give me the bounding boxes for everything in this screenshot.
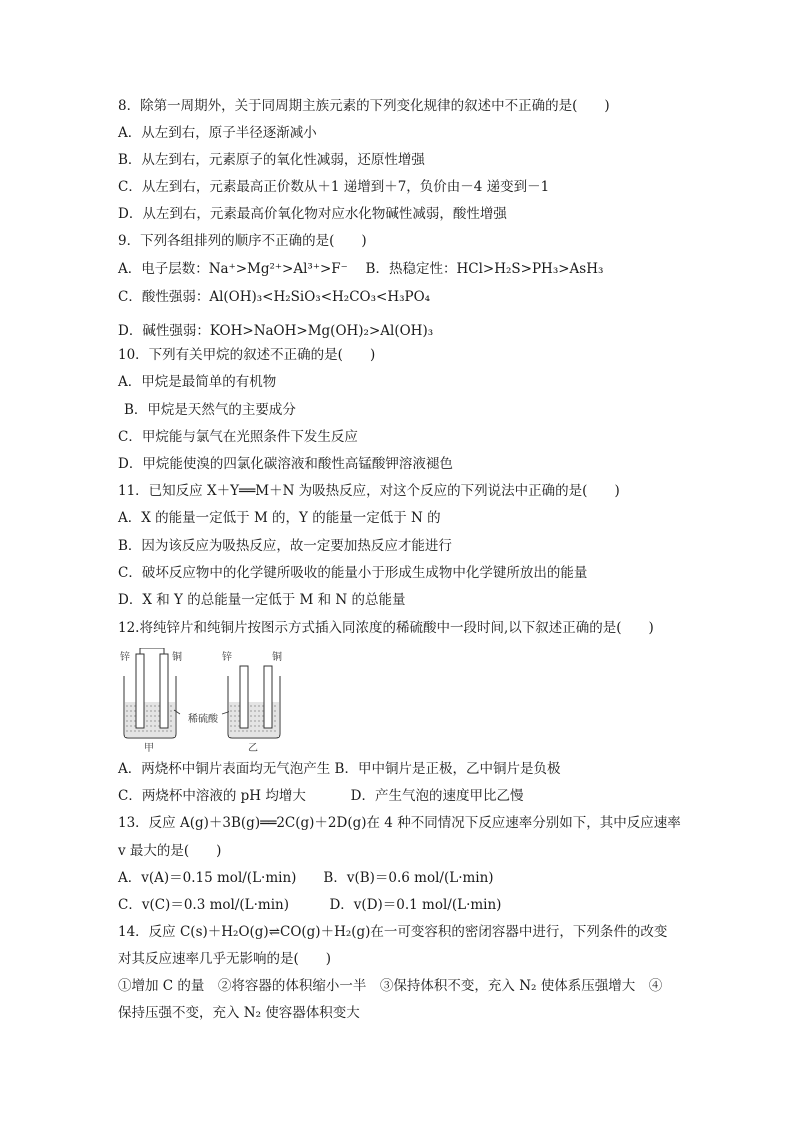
question-10-option-b: B．甲烷是天然气的主要成分 [124, 402, 296, 418]
question-12-options-ab: A．两烧杯中铜片表面均无气泡产生 B．甲中铜片是正极，乙中铜片是负极 [118, 761, 561, 777]
question-10-option-d: D．甲烷能使溴的四氯化碳溶液和酸性高锰酸钾溶液褪色 [118, 456, 453, 472]
question-11-option-d: D．X 和 Y 的总能量一定低于 M 和 N 的总能量 [118, 592, 406, 608]
question-13-options-ab: A．v(A)＝0.15 mol/(L·min) B．v(B)＝0.6 mol/(L·min) [118, 870, 494, 886]
question-10-option-a: A．甲烷是最简单的有机物 [118, 374, 277, 390]
label-beaker-a: 甲 [144, 743, 154, 752]
beaker-diagram [116, 648, 416, 752]
question-14-conditions: ①增加 C 的量 ②将容器的体积缩小一半 ③保持体积不变，充入 N₂ 使体系压强增大 ④ [118, 978, 663, 994]
question-9-option-c: C．酸性强弱：Al(OH)₃<H₂SiO₃<H₂CO₃<H₃PO₄ [118, 289, 431, 305]
label-copper-b: 铜 [272, 652, 282, 663]
question-11-option-a: A．X 的能量一定低于 M 的，Y 的能量一定低于 N 的 [118, 510, 441, 526]
label-zinc-b: 锌 [222, 652, 232, 663]
question-13-options-cd: C．v(C)＝0.3 mol/(L·min) D．v(D)＝0.1 mol/(L·min) [118, 897, 502, 913]
question-9-option-d: D．碱性强弱：KOH>NaOH>Mg(OH)₂>Al(OH)₃ [118, 323, 434, 339]
label-acid: 稀硫酸 [188, 714, 218, 725]
question-10-option-c: C．甲烷能与氯气在光照条件下发生反应 [118, 429, 358, 445]
beaker-b [222, 650, 282, 752]
question-10-stem: 10．下列有关甲烷的叙述不正确的是( ) [118, 347, 376, 363]
question-8-option-b: B．从左到右，元素原子的氧化性减弱，还原性增强 [118, 152, 425, 168]
question-11-option-c: C．破坏反应物中的化学键所吸收的能量小于形成生成物中化学键所放出的能量 [118, 565, 588, 581]
question-8-option-c: C．从左到右，元素最高正价数从＋1 递增到＋7，负价由－4 递变到－1 [118, 179, 550, 195]
question-9-stem: 9．下列各组排列的顺序不正确的是( ) [118, 233, 367, 249]
question-13-stem-cont: v 最大的是( ) [118, 843, 222, 859]
beaker-a [120, 648, 182, 752]
question-14-conditions-cont: 保持压强不变，充入 N₂ 使容器体积变大 [118, 1005, 360, 1021]
question-14-stem: 14．反应 C(s)＋H₂O(g)⇌CO(g)＋H₂(g)在一可变容积的密闭容器中进行，下列条件的改变 [118, 924, 668, 940]
label-beaker-b: 乙 [248, 743, 258, 752]
question-9-options-ab: A．电子层数：Na⁺>Mg²⁺>Al³⁺>F⁻ B．热稳定性：HCl>H₂S>PH₃>AsH₃ [118, 261, 604, 277]
label-copper-a: 铜 [172, 652, 182, 663]
question-11-stem: 11．已知反应 X＋Y══M＋N 为吸热反应，对这个反应的下列说法中正确的是( ) [118, 483, 620, 499]
acid-annotation [174, 710, 234, 725]
label-zinc-a: 锌 [120, 652, 130, 663]
question-12-options-cd: C．两烧杯中溶液的 pH 均增大 D．产生气泡的速度甲比乙慢 [118, 788, 524, 804]
question-14-stem-cont: 对其反应速率几乎无影响的是( ) [118, 951, 332, 967]
question-11-option-b: B．因为该反应为吸热反应，故一定要加热反应才能进行 [118, 538, 452, 554]
question-12-stem: 12.将纯锌片和纯铜片按图示方式插入同浓度的稀硫酸中一段时间,以下叙述正确的是( ) [118, 620, 654, 636]
question-8-option-d: D．从左到右，元素最高价氧化物对应水化物碱性减弱，酸性增强 [118, 206, 507, 222]
question-13-stem: 13．反应 A(g)＋3B(g)══2C(g)＋2D(g)在 4 种不同情况下反应速率分别如下，其中反应速率 [118, 815, 681, 831]
question-8-option-a: A．从左到右，原子半径逐渐减小 [118, 125, 317, 141]
question-8-stem: 8．除第一周期外，关于同周期主族元素的下列变化规律的叙述中不正确的是( ) [118, 98, 610, 114]
